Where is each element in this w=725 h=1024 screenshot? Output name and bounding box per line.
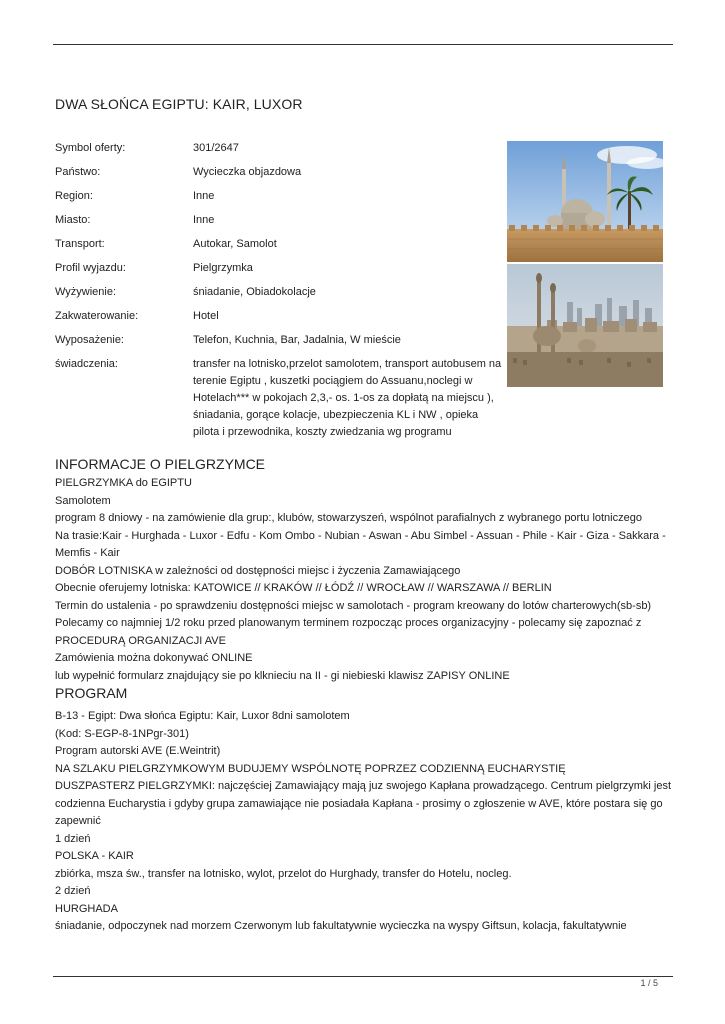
program-line: DUSZPASTERZ PIELGRZYMKI: najczęściej Zamawiający mają juz swojego Kapłana prowadzącego. Centrum pielgrzymki jest codzienna Eucharystia i gdyby grupa zamawiające nie posiadała Kapłana - prosimy o zgłoszenie w AVE, które postara się go zapewnić [55,780,672,827]
info-line: program 8 dniowy - na zamówienie dla grup:, klubów, stowarzyszeń, wspólnot parafialnych z wybranego portu lotniczego [55,512,642,524]
program-line: zbiórka, msza św., transfer na lotnisko, wylot, przelot do Hurghady, transfer do Hotelu, nocleg. [55,867,512,880]
attr-value: Autokar, Samolot [193,238,277,250]
info-line: Polecamy co najmniej 1/2 roku przed planowanym terminem rozpocząc proces organizacyjny - polecamy się zapoznać z PROCEDURĄ ORGANIZACJI AVE [55,617,642,647]
attr-row [55,356,503,441]
attr-value: Telefon, Kuchnia, Bar, Jadalnia, W mieście [193,334,401,346]
info-line: Zamówienia można dokonywać ONLINE [55,652,253,664]
attr-row [55,308,503,325]
program-line: 2 dzień [55,885,91,897]
info-section [55,475,675,685]
program-line: POLSKA - KAIR [55,850,134,862]
info-line: Obecnie oferujemy lotniska: KATOWICE // KRAKÓW // ŁÓDŹ // WROCŁAW // WARSZAWA // BERLIN [55,582,552,594]
attr-row [55,212,503,229]
attr-label: Miasto: [55,214,91,226]
offer-attributes-table [55,140,503,441]
program-line: NA SZLAKU PIELGRZYMKOWYM BUDUJEMY WSPÓLNOTĘ POPRZEZ CODZIENNĄ EUCHARYSTIĘ [55,762,566,775]
attr-label: Profil wyjazdu: [55,262,126,274]
attr-value: Wycieczka objazdowa [193,166,302,178]
info-line: Samolotem [55,494,111,507]
attr-label: Symbol oferty: [55,142,126,154]
attr-label: Wyposażenie: [55,334,124,346]
attr-value: Hotel [193,310,219,322]
attr-label: Region: [55,190,93,202]
program-line: HURGHADA [55,902,118,915]
attr-label: Transport: [55,238,105,250]
footer-rule [53,976,673,977]
info-line: lub wypełnić formularz znajdujący sie po klknieciu na II - gi niebieski klawisz ZAPISY ONLINE [55,669,510,682]
attr-label: Zakwaterowanie: [55,310,139,322]
attr-row [55,284,503,301]
attr-row [55,332,503,349]
attr-value: Inne [193,214,215,226]
info-heading: INFORMACJE O PIELGRZYMCE [55,456,266,472]
program-section [55,708,675,936]
attr-row [55,236,503,253]
document-title: DWA SŁOŃCA EGIPTU: KAIR, LUXOR [55,96,303,112]
attr-row [55,260,503,277]
cairo-cityscape-photo [507,264,663,387]
program-line: (Kod: S-EGP-8-1NPgr-301) [55,727,189,740]
mosque-photo [507,141,663,262]
header-rule [53,44,673,45]
info-line: PIELGRZYMKA do EGIPTU [55,477,192,489]
attr-value: Inne [193,190,215,202]
attr-value: śniadanie, Obiadokolacje [193,286,316,298]
program-line: 1 dzień [55,832,91,845]
attr-label: Państwo: [55,166,101,178]
attr-row [55,140,503,157]
attr-label: świadczenia: [55,358,118,370]
program-line: B-13 - Egipt: Dwa słońca Egiptu: Kair, Luxor 8dni samolotem [55,710,350,722]
attr-value: Pielgrzymka [193,262,253,274]
program-line: Program autorski AVE (E.Weintrit) [55,745,221,757]
attr-label: Wyżywienie: [55,286,117,298]
attr-row [55,188,503,205]
attr-value: 301/2647 [193,142,239,154]
info-line: Na trasie:Kair - Hurghada - Luxor - Edfu - Kom Ombo - Nubian - Aswan - Abu Simbel - Assuan - Phile - Kair - Giza - Sakkara - Memfis - Kair [55,529,666,559]
page-number: 1 / 5 [640,978,658,988]
program-line: śniadanie, odpoczynek nad morzem Czerwonym lub fakultatywnie wycieczka na wyspy Giftsun, kolacja, fakultatywnie [55,920,627,932]
info-line: DOBÓR LOTNISKA w zależności od dostępności miejsc i życzenia Zamawiającego [55,564,461,577]
attr-row [55,164,503,181]
attr-value: transfer na lotnisko,przelot samolotem, transport autobusem na terenie Egiptu , kuszetki pociągiem do Assuanu,noclegi w Hotelach*** w pokojach 2,3,- os. 1-os za dopłatą na miejscu ), śniadania, gorące kolacje, ubezpieczenia KL i NW , opieka pilota i przewodnika, koszty zwiedzania wg programu [193,358,502,438]
program-heading: PROGRAM [55,685,128,701]
info-line: Termin do ustalenia - po sprawdzeniu dostępności miejsc w samolotach - program kreowany do lotów charterowych(sb-sb) [55,599,652,612]
